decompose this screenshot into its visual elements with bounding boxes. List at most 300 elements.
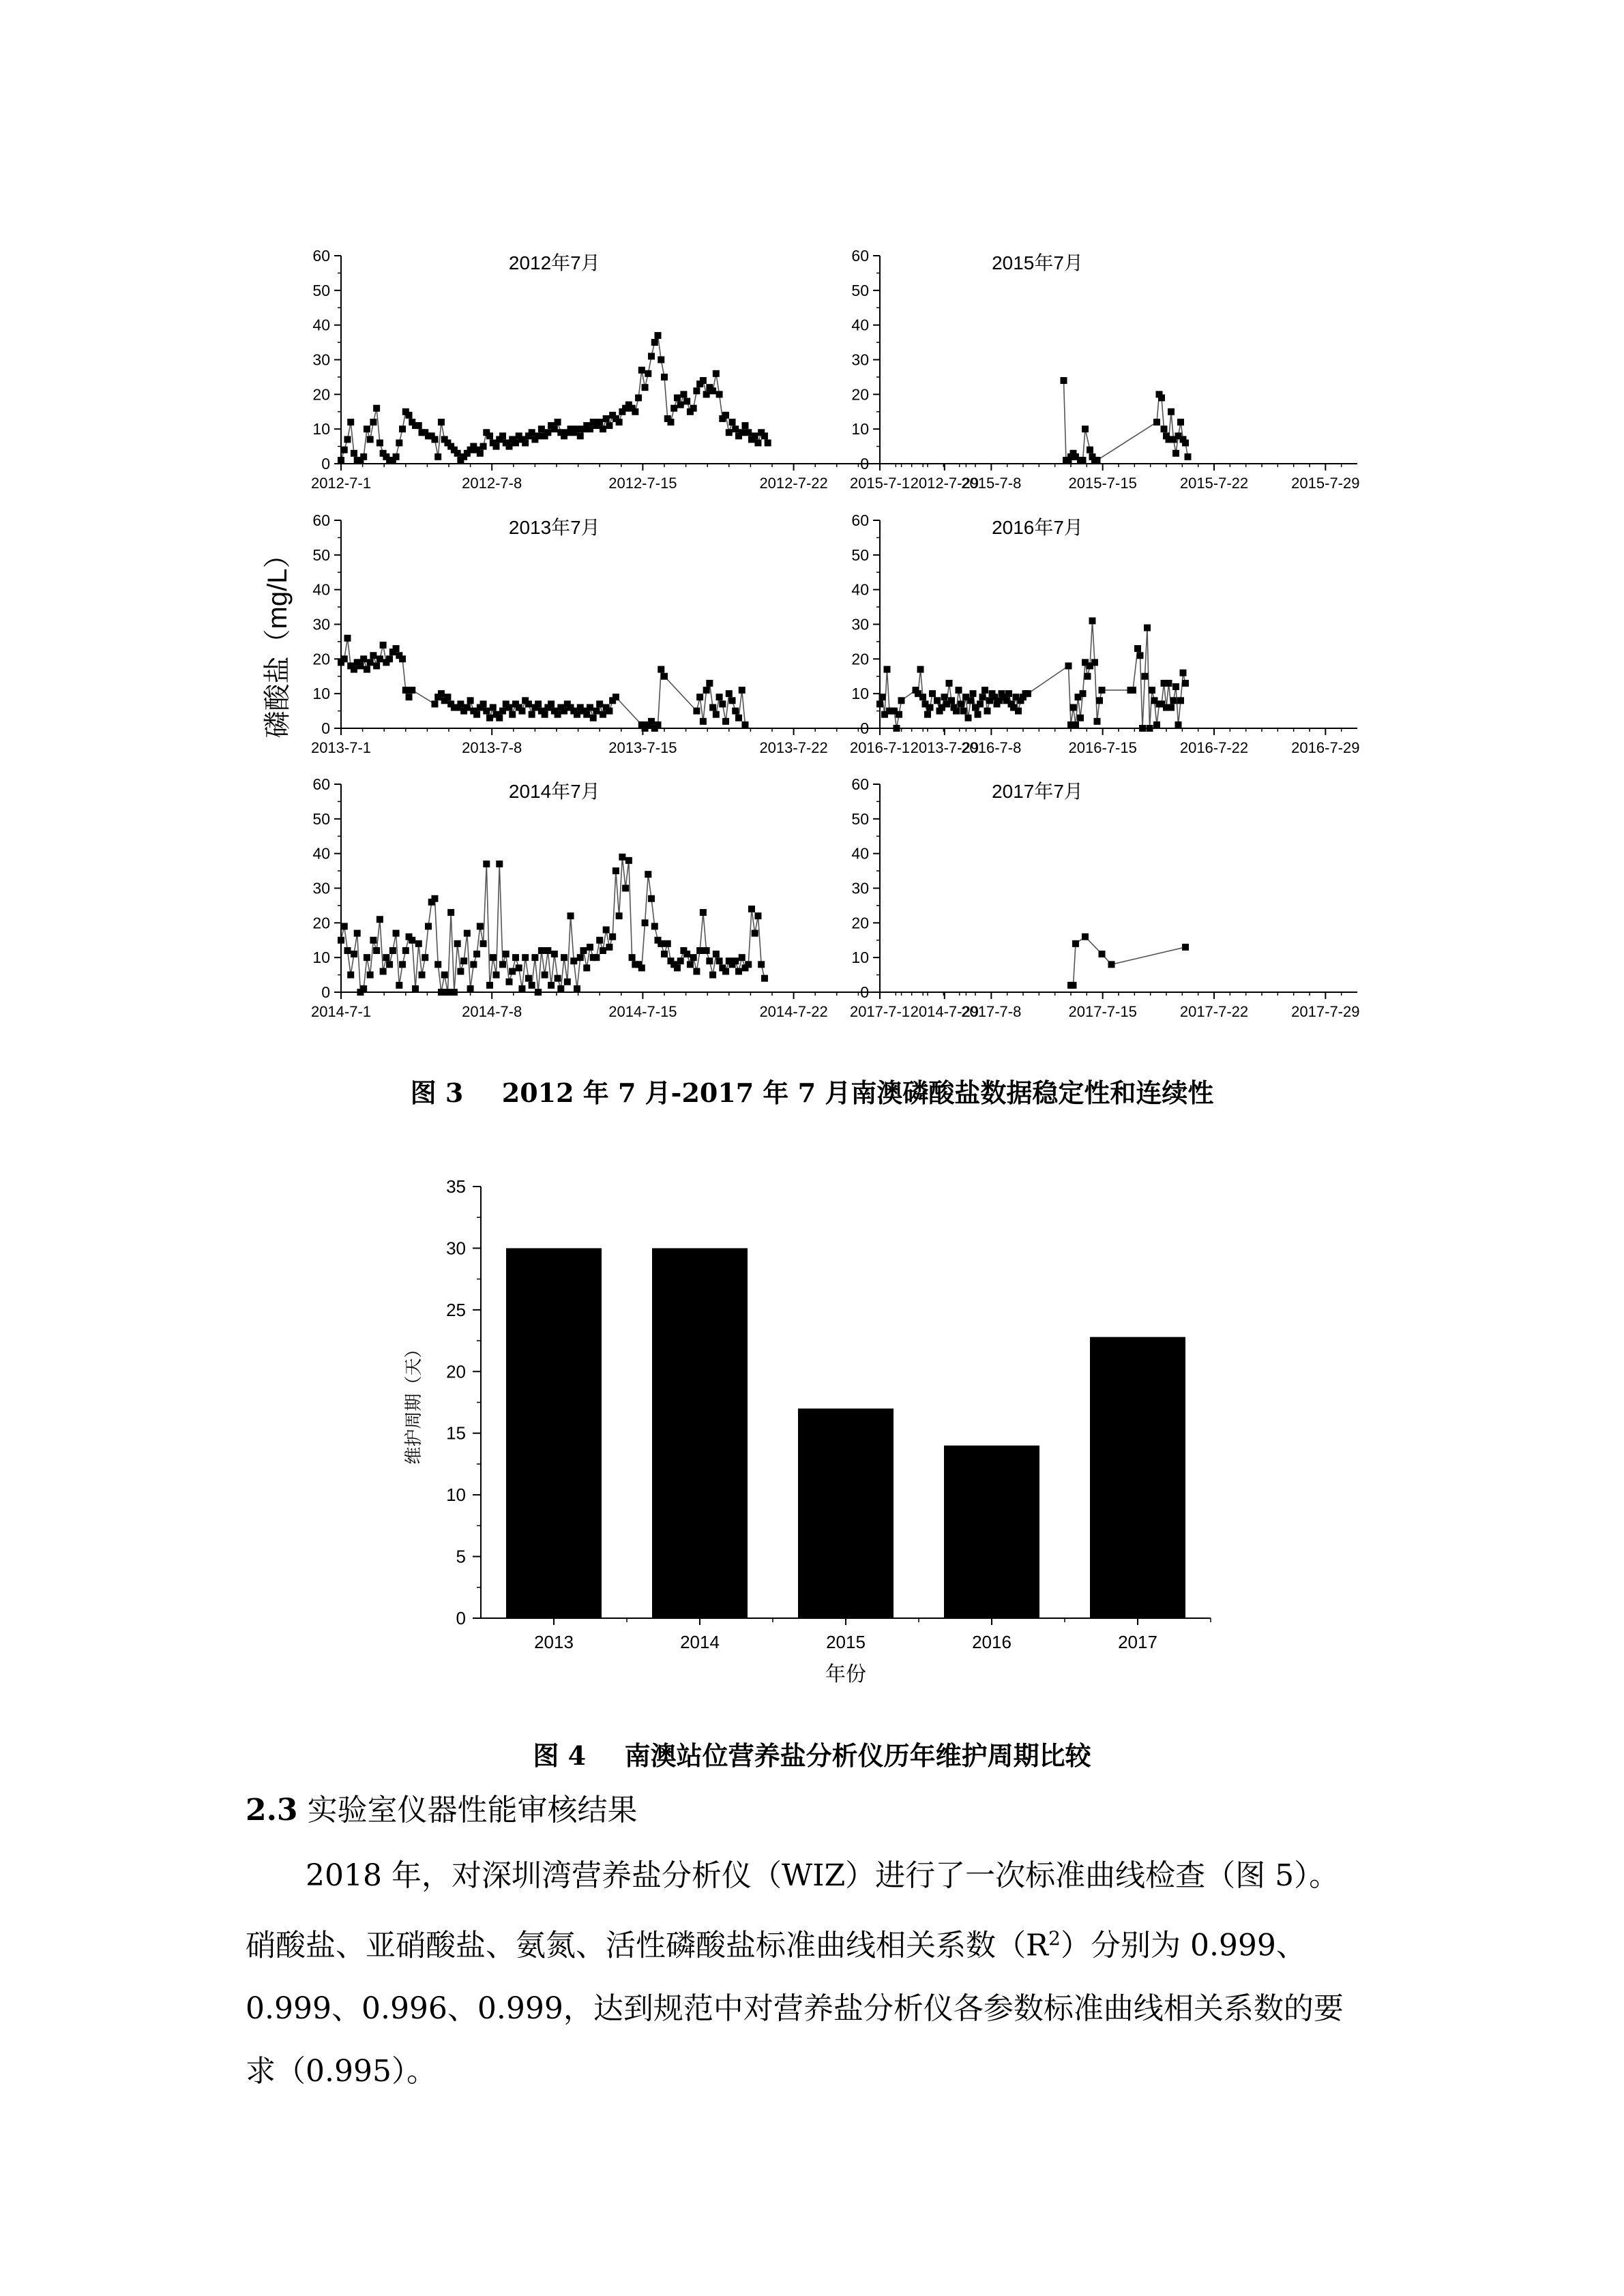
data-point — [444, 694, 451, 700]
y-tick-label: 20 — [312, 650, 330, 668]
bar-x-tick-label: 2015 — [826, 1632, 866, 1652]
data-point — [447, 909, 454, 916]
x-tick-label: 2012-7-1 — [310, 475, 372, 492]
y-tick-label: 40 — [851, 580, 869, 599]
data-point — [941, 694, 948, 700]
x-tick-label: 2012-7-22 — [759, 475, 828, 492]
y-tick-label: 30 — [312, 879, 330, 897]
data-point — [564, 979, 571, 985]
data-point — [1168, 704, 1175, 711]
data-point — [958, 700, 964, 707]
data-point — [1070, 704, 1077, 711]
figure-3-caption — [0, 1072, 1624, 1109]
panel-title: 2016年7月 — [992, 517, 1083, 538]
data-point — [386, 961, 393, 968]
data-point — [713, 711, 720, 718]
data-point — [577, 954, 584, 961]
x-tick-label: 2012-7-15 — [608, 475, 677, 492]
data-point — [713, 370, 720, 377]
data-point — [542, 711, 548, 718]
data-point — [1099, 687, 1106, 694]
data-point — [496, 715, 503, 721]
data-point — [693, 708, 700, 715]
x-tick-label: 2013-7-15 — [608, 739, 677, 756]
y-tick-label: 10 — [851, 420, 869, 438]
data-point — [483, 708, 490, 715]
data-point — [1137, 652, 1144, 659]
data-point — [967, 697, 974, 704]
data-point — [454, 940, 461, 947]
data-point — [593, 954, 600, 961]
y-tick-label: 10 — [312, 420, 330, 438]
panel-title: 2015年7月 — [992, 252, 1083, 273]
data-point — [477, 450, 484, 457]
x-tick-label: 2013-7-29 — [910, 739, 979, 756]
y-tick-label: 30 — [851, 879, 869, 897]
data-point — [924, 711, 931, 718]
data-point — [896, 711, 902, 718]
data-point — [674, 964, 681, 971]
data-point — [367, 659, 374, 666]
y-tick-label: 0 — [860, 455, 869, 473]
data-point — [1144, 625, 1151, 631]
data-point — [529, 429, 535, 436]
y-tick-label: 40 — [312, 844, 330, 863]
data-point — [561, 954, 567, 961]
data-point — [975, 711, 981, 718]
y-tick-label: 30 — [312, 615, 330, 633]
data-point — [716, 957, 723, 964]
y-tick-label: 20 — [312, 914, 330, 932]
data-point — [1180, 670, 1187, 676]
y-tick-label: 50 — [312, 809, 330, 828]
y-tick-label: 10 — [312, 685, 330, 703]
data-point — [364, 666, 370, 673]
data-point — [709, 704, 716, 711]
data-point — [953, 708, 960, 715]
data-point — [409, 937, 415, 944]
data-point — [719, 700, 726, 707]
data-point — [700, 718, 707, 725]
x-tick-label: 2016-7-22 — [1179, 739, 1249, 756]
data-point — [722, 968, 729, 975]
data-point — [509, 711, 516, 718]
data-point — [555, 711, 561, 718]
data-point — [490, 954, 497, 961]
paragraph-line-3: 0.999、0.996、0.999，达到规范中对营养盐分析仪各参数标准曲线相关系数的要 — [246, 1991, 1344, 2026]
data-point — [587, 426, 593, 432]
series-line — [1071, 937, 1185, 985]
data-point — [667, 419, 674, 426]
bar-x-axis-label: 年份 — [825, 1663, 866, 1686]
bar-y-tick-label: 35 — [446, 1176, 466, 1197]
data-point — [884, 666, 891, 673]
y-tick-label: 40 — [312, 580, 330, 599]
data-point — [499, 961, 506, 968]
data-point — [473, 951, 480, 957]
data-point — [496, 861, 503, 867]
data-point — [1177, 697, 1184, 704]
y-tick-label: 40 — [312, 316, 330, 334]
data-point — [606, 708, 612, 715]
x-tick-label: 2017-7-29 — [1291, 1003, 1360, 1020]
data-point — [1158, 394, 1165, 401]
y-tick-label: 60 — [851, 775, 869, 793]
data-point — [525, 700, 532, 707]
data-point — [347, 972, 354, 979]
data-point — [722, 412, 729, 419]
data-point — [490, 704, 497, 711]
data-point — [415, 940, 422, 947]
data-point — [419, 972, 426, 979]
data-point — [583, 711, 590, 718]
bar-2016 — [944, 1446, 1039, 1618]
data-point — [561, 708, 567, 715]
x-tick-label: 2015-7-15 — [1068, 475, 1137, 492]
data-point — [600, 947, 606, 954]
data-point — [674, 394, 681, 401]
y-tick-label: 30 — [851, 351, 869, 369]
data-point — [344, 436, 351, 443]
data-point — [370, 937, 377, 944]
data-point — [732, 426, 739, 432]
bar-x-tick-label: 2014 — [680, 1632, 720, 1652]
y-tick-label: 60 — [312, 775, 330, 793]
data-point — [929, 690, 936, 697]
data-point — [616, 912, 623, 919]
data-point — [1099, 951, 1106, 957]
data-point — [1082, 426, 1089, 432]
data-point — [960, 708, 967, 715]
data-point — [1061, 377, 1067, 384]
data-point — [648, 353, 655, 359]
x-tick-label: 2016-7-15 — [1068, 739, 1137, 756]
data-point — [587, 704, 593, 711]
data-point — [351, 666, 357, 673]
data-point — [752, 432, 758, 439]
superscript-2: 2 — [1048, 1927, 1061, 1950]
data-point — [522, 440, 529, 447]
data-point — [367, 436, 374, 443]
data-point — [658, 940, 664, 947]
data-point — [745, 961, 752, 968]
data-point — [1005, 690, 1012, 697]
data-point — [525, 975, 532, 982]
y-tick-label: 20 — [851, 914, 869, 932]
data-point — [1149, 687, 1155, 694]
data-point — [551, 951, 558, 957]
data-point — [619, 854, 625, 861]
figure-4-bar-chart — [0, 1159, 1624, 1705]
data-point — [596, 937, 603, 944]
x-tick-label: 2017-7-1 — [849, 1003, 911, 1020]
data-point — [1172, 683, 1179, 690]
data-point — [486, 982, 493, 989]
data-point — [493, 443, 500, 450]
panel-5 — [311, 775, 988, 1020]
x-tick-label: 2014-7-22 — [759, 1003, 828, 1020]
section-title: 实验室仪器性能审核结果 — [307, 1793, 638, 1828]
data-point — [739, 687, 745, 694]
data-point — [713, 951, 720, 957]
data-point — [690, 405, 697, 412]
x-tick-label: 2012-7-8 — [462, 475, 522, 492]
data-point — [480, 940, 487, 947]
y-tick-label: 20 — [851, 385, 869, 404]
data-point — [1080, 457, 1087, 464]
series-line — [341, 336, 768, 460]
data-point — [600, 426, 606, 432]
data-point — [555, 975, 561, 982]
data-point — [765, 440, 771, 447]
y-tick-label: 60 — [312, 511, 330, 529]
data-point — [434, 453, 441, 460]
data-point — [642, 384, 649, 391]
data-point — [544, 947, 551, 954]
bar-y-tick-label: 15 — [446, 1422, 466, 1444]
data-point — [464, 930, 471, 937]
data-point — [726, 690, 733, 697]
y-tick-label: 50 — [312, 546, 330, 564]
data-point — [441, 972, 448, 979]
data-point — [354, 930, 361, 937]
data-point — [696, 947, 703, 954]
data-point — [879, 694, 886, 700]
data-point — [341, 447, 348, 453]
data-point — [373, 405, 380, 412]
y-tick-label: 40 — [851, 844, 869, 863]
data-point — [706, 680, 713, 687]
data-point — [735, 715, 742, 721]
data-point — [1087, 447, 1093, 453]
x-tick-label: 2014-7-8 — [462, 1003, 522, 1020]
data-point — [505, 979, 512, 985]
data-point — [1168, 408, 1175, 415]
data-point — [393, 645, 400, 652]
data-point — [642, 919, 649, 926]
data-point — [1108, 961, 1115, 968]
y-tick-label: 40 — [851, 316, 869, 334]
data-point — [402, 687, 409, 694]
data-point — [1139, 725, 1146, 732]
data-point — [1072, 940, 1079, 947]
data-point — [360, 453, 367, 460]
bar-y-tick-label: 20 — [446, 1361, 466, 1382]
data-point — [538, 947, 545, 954]
data-point — [344, 635, 351, 642]
data-point — [415, 422, 422, 429]
data-point — [457, 968, 464, 975]
data-point — [535, 432, 542, 439]
data-point — [970, 690, 977, 697]
data-point — [538, 426, 545, 432]
data-point — [574, 985, 580, 992]
y-tick-label: 0 — [321, 983, 330, 1001]
panel-4 — [850, 511, 1360, 756]
data-point — [529, 982, 535, 989]
data-point — [729, 697, 736, 704]
data-point — [683, 398, 690, 405]
data-point — [535, 989, 542, 996]
data-point — [658, 357, 664, 363]
data-point — [984, 708, 991, 715]
data-point — [979, 694, 986, 700]
paragraph-line-1: 2018 年，对深圳湾营养盐分析仪（WIZ）进行了一次标准曲线检查（图 5）。 — [306, 1858, 1340, 1893]
y-tick-label: 10 — [312, 949, 330, 967]
data-point — [444, 989, 451, 996]
data-point — [948, 697, 955, 704]
data-point — [377, 916, 383, 923]
data-point — [683, 951, 690, 957]
data-point — [596, 419, 603, 426]
data-point — [919, 694, 926, 700]
data-point — [739, 954, 745, 961]
y-tick-label: 0 — [860, 983, 869, 1001]
data-point — [664, 940, 671, 947]
data-point — [1094, 457, 1101, 464]
data-point — [557, 985, 564, 992]
figure-4-text: 南澳站位营养盐分析仪历年维护周期比较 — [624, 1740, 1091, 1771]
data-point — [406, 412, 413, 419]
data-point — [503, 951, 510, 957]
data-point — [1172, 450, 1179, 457]
y-tick-label: 50 — [312, 281, 330, 299]
x-tick-label: 2014-7-29 — [910, 1003, 979, 1020]
data-point — [1070, 982, 1077, 989]
data-point — [493, 972, 500, 979]
data-point — [761, 432, 768, 439]
bar-y-axis-label: 维护周期（天） — [404, 1340, 424, 1465]
x-tick-label: 2013-7-8 — [462, 739, 522, 756]
y-tick-label: 50 — [851, 809, 869, 828]
data-point — [451, 989, 458, 996]
data-point — [661, 951, 668, 957]
data-point — [693, 387, 700, 394]
data-point — [1082, 934, 1089, 940]
bar-2013 — [506, 1248, 602, 1618]
y-axis-label: 磷酸盐（mg/L） — [263, 541, 293, 739]
data-point — [470, 961, 477, 968]
data-point — [425, 923, 432, 929]
data-point — [438, 690, 445, 697]
data-point — [567, 912, 574, 919]
figure-4-label: 图 4 — [533, 1740, 587, 1771]
x-tick-label: 2017-7-15 — [1068, 1003, 1137, 1020]
section-heading — [246, 1785, 638, 1829]
data-point — [570, 957, 577, 964]
data-point — [1170, 697, 1177, 704]
data-point — [612, 694, 619, 700]
data-point — [360, 655, 367, 662]
data-point — [745, 429, 752, 436]
data-point — [677, 402, 684, 408]
data-point — [580, 947, 587, 954]
data-point — [583, 964, 590, 971]
data-point — [422, 954, 428, 961]
paragraph-line-4: 求（0.995）。 — [246, 2053, 437, 2089]
data-point — [687, 961, 694, 968]
data-point — [670, 405, 677, 412]
data-point — [1153, 721, 1160, 728]
data-point — [603, 415, 610, 422]
x-tick-label: 2016-7-29 — [1291, 739, 1360, 756]
data-point — [393, 453, 400, 460]
x-tick-label: 2016-7-8 — [961, 739, 1022, 756]
data-point — [1080, 690, 1087, 697]
data-point — [1065, 663, 1072, 670]
x-tick-label: 2015-7-1 — [849, 475, 911, 492]
data-point — [457, 700, 464, 707]
data-point — [574, 711, 580, 718]
data-point — [364, 426, 370, 432]
data-point — [629, 954, 636, 961]
data-point — [661, 374, 668, 381]
data-point — [616, 419, 623, 426]
data-point — [648, 718, 655, 725]
bar-x-tick-label: 2016 — [972, 1632, 1012, 1652]
panel-title: 2013年7月 — [508, 517, 600, 538]
data-point — [518, 985, 525, 992]
data-point — [761, 975, 768, 982]
figure-3-panels — [0, 0, 1624, 1064]
data-point — [612, 867, 619, 874]
bar-2014 — [652, 1248, 748, 1618]
data-point — [505, 704, 512, 711]
data-point — [748, 906, 755, 912]
x-tick-label: 2015-7-8 — [961, 475, 1022, 492]
data-point — [380, 968, 387, 975]
series-line — [1064, 381, 1188, 460]
data-point — [658, 666, 664, 673]
data-point — [726, 429, 733, 436]
data-point — [625, 857, 632, 864]
data-point — [338, 937, 344, 944]
x-tick-label: 2013-7-1 — [310, 739, 372, 756]
y-tick-label: 0 — [321, 455, 330, 473]
data-point — [1134, 645, 1141, 652]
bar-y-tick-label: 10 — [446, 1485, 466, 1506]
data-point — [574, 426, 580, 432]
data-point — [716, 391, 723, 398]
x-tick-label: 2016-7-1 — [849, 739, 911, 756]
data-point — [577, 432, 584, 439]
data-point — [544, 429, 551, 436]
data-point — [396, 440, 402, 447]
data-point — [412, 985, 419, 992]
figure-4-caption — [0, 1735, 1624, 1772]
panel-3 — [311, 511, 988, 756]
data-point — [347, 419, 354, 426]
data-point — [548, 700, 555, 707]
data-point — [460, 957, 467, 964]
data-point — [431, 436, 438, 443]
data-point — [661, 673, 668, 680]
data-point — [758, 961, 765, 968]
data-point — [467, 697, 474, 704]
data-point — [531, 954, 538, 961]
y-tick-label: 30 — [851, 615, 869, 633]
data-point — [389, 947, 396, 954]
data-point — [351, 951, 357, 957]
data-point — [596, 700, 603, 707]
data-point — [370, 419, 377, 426]
data-point — [367, 972, 374, 979]
data-point — [341, 655, 348, 662]
data-point — [370, 652, 377, 659]
data-point — [512, 440, 519, 447]
data-point — [518, 708, 525, 715]
data-point — [754, 440, 761, 447]
